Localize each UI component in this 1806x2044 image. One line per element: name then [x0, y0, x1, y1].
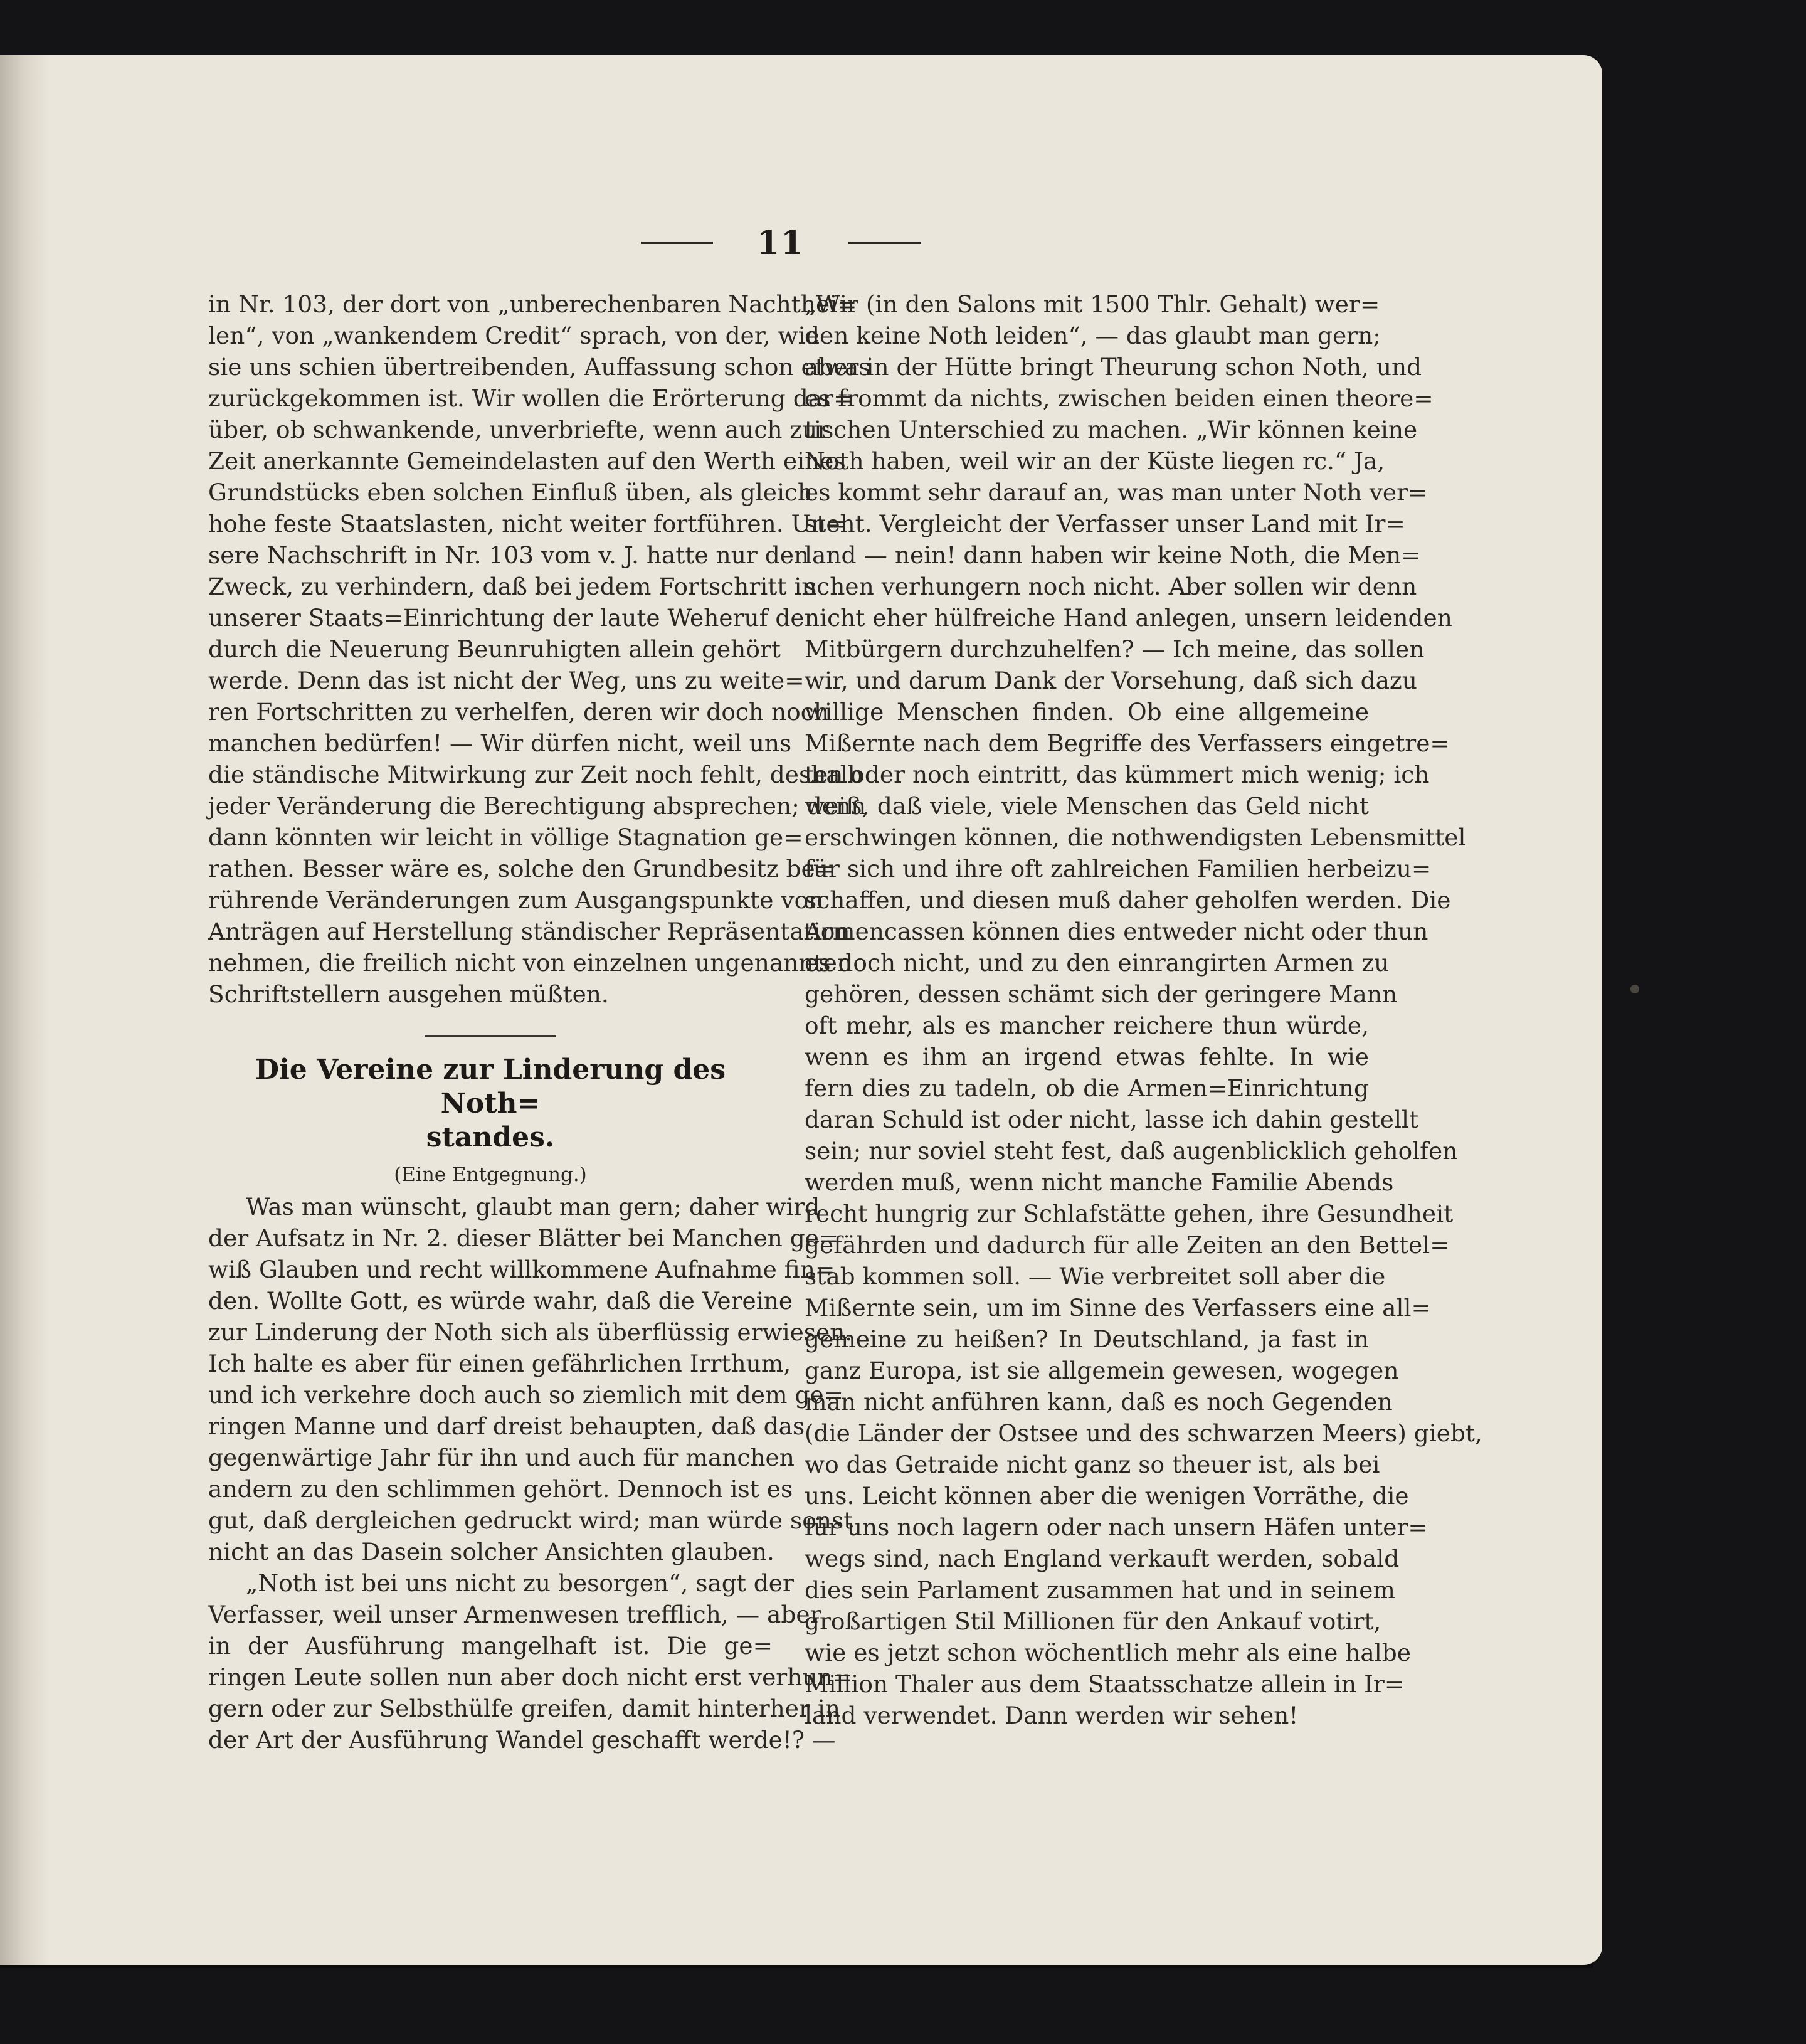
text-line: durch die Neuerung Beunruhigten allein gehört — [208, 635, 781, 663]
text-line: nehmen, die freilich nicht von einzelnen ungenannten — [208, 949, 852, 977]
page-gutter — [0, 55, 50, 1965]
text-line: len“, von „wankendem Credit“ sprach, von der, wie — [208, 322, 820, 349]
text-line: ganz Europa, ist sie allgemein gewesen, wogegen — [805, 1357, 1399, 1384]
text-line: es frommt da nichts, zwischen beiden einen theore= — [805, 384, 1434, 412]
text-line: werde. Denn das ist nicht der Weg, uns zu weite= — [208, 667, 805, 694]
text-line: nicht eher hülfreiche Hand anlegen, unsern leidenden — [805, 604, 1452, 632]
text-line: manchen bedürfen! — Wir dürfen nicht, weil uns — [208, 729, 792, 757]
text-line: sere Nachschrift in Nr. 103 vom v. J. hatte nur den — [208, 541, 810, 569]
article-subtitle: (Eine Entgegnung.) — [394, 1163, 587, 1186]
text-line: Ich halte es aber für einen gefährlichen Irrthum, — [208, 1350, 791, 1377]
text-line: willige Menschen finden. Ob eine allgemeine — [805, 698, 1369, 726]
text-line: Noth haben, weil wir an der Küste liegen rc.“ Ja, — [805, 447, 1385, 475]
text-line: land verwendet. Dann werden wir sehen! — [805, 1702, 1299, 1729]
text-line: „Noth ist bei uns nicht zu besorgen“, sagt der — [246, 1569, 794, 1597]
left-paragraph-2 — [208, 1191, 853, 1567]
article-separator — [425, 1035, 556, 1037]
text-line: Mißernte sein, um im Sinne des Verfassers eine all= — [805, 1294, 1431, 1321]
text-line: oft mehr, als es mancher reichere thun würde, — [805, 1012, 1369, 1039]
header-rule-left — [641, 242, 713, 244]
left-paragraph-3 — [208, 1567, 853, 1755]
header-rule-right — [848, 242, 921, 244]
text-line: man nicht anführen kann, daß es noch Gegenden — [805, 1388, 1393, 1416]
text-line: wie es jetzt schon wöchentlich mehr als eine halbe — [805, 1639, 1411, 1666]
paper-stain — [1630, 985, 1639, 993]
text-line: recht hungrig zur Schlafstätte gehen, ihre Gesundheit — [805, 1200, 1454, 1227]
text-line: dies sein Parlament zusammen hat und in seinem — [805, 1576, 1395, 1604]
text-line: den. Wollte Gott, es würde wahr, daß die Vereine — [208, 1287, 793, 1315]
article-title-line-2: standes. — [426, 1121, 555, 1153]
right-paragraph — [805, 289, 1482, 1731]
text-line: nicht an das Dasein solcher Ansichten glauben. — [208, 1538, 774, 1565]
text-line: Armencassen können dies entweder nicht oder thun — [805, 918, 1428, 945]
text-line: wiß Glauben und recht willkommene Aufnahme fin= — [208, 1256, 835, 1283]
text-line: gemeine zu heißen? In Deutschland, ja fast in — [805, 1325, 1369, 1353]
text-line: sein; nur soviel steht fest, daß augenblicklich geholfen — [805, 1137, 1458, 1165]
text-line: in Nr. 103, der dort von „unberechenbaren Nachthei= — [208, 290, 857, 318]
text-line: großartigen Stil Millionen für den Ankauf votirt, — [805, 1607, 1381, 1635]
text-line: (die Länder der Ostsee und des schwarzen Meers) giebt, — [805, 1419, 1482, 1447]
text-line: der Aufsatz in Nr. 2. dieser Blätter bei Manchen ge= — [208, 1224, 839, 1252]
text-line: gefährden und dadurch für alle Zeiten an den Bettel= — [805, 1231, 1450, 1259]
text-line: tischen Unterschied zu machen. „Wir können keine — [805, 416, 1418, 443]
text-line: ren Fortschritten zu verhelfen, deren wir doch noch — [208, 698, 829, 726]
text-line: aber in der Hütte bringt Theurung schon Noth, und — [805, 353, 1422, 381]
text-line: erschwingen können, die nothwendigsten Lebensmittel — [805, 823, 1466, 851]
text-line: die ständische Mitwirkung zur Zeit noch fehlt, deshalb — [208, 761, 863, 788]
text-line: ten oder noch eintritt, das kümmert mich wenig; ich — [805, 761, 1430, 788]
text-line: ringen Manne und darf dreist behaupten, daß das — [208, 1412, 805, 1440]
text-line: ringen Leute sollen nun aber doch nicht erst verhun= — [208, 1663, 853, 1691]
page-header — [633, 221, 928, 265]
page-number: 11 — [756, 223, 805, 262]
text-line: zurückgekommen ist. Wir wollen die Erörterung dar= — [208, 384, 853, 412]
text-line: Mitbürgern durchzuhelfen? — Ich meine, das sollen — [805, 635, 1425, 663]
text-line: hohe feste Staatslasten, nicht weiter fortführen. Un= — [208, 510, 846, 537]
text-line: Zweck, zu verhindern, daß bei jedem Fortschritt in — [208, 573, 817, 600]
text-line: jeder Veränderung die Berechtigung absprechen; denn — [208, 792, 867, 820]
text-line: schen verhungern noch nicht. Aber sollen wir denn — [805, 573, 1417, 600]
left-column — [208, 289, 871, 1755]
text-line: uns. Leicht können aber die wenigen Vorräthe, die — [805, 1482, 1409, 1510]
text-line: stab kommen soll. — Wie verbreitet soll aber die — [805, 1263, 1386, 1290]
text-line: andern zu den schlimmen gehört. Dennoch ist es — [208, 1475, 793, 1503]
text-line: es doch nicht, und zu den einrangirten Armen zu — [805, 949, 1390, 977]
text-line: Anträgen auf Herstellung ständischer Repräsentation — [208, 918, 850, 945]
text-line: Schriftstellern ausgehen müßten. — [208, 980, 609, 1008]
right-column — [805, 289, 1482, 1731]
text-line: gern oder zur Selbsthülfe greifen, damit hinterher in — [208, 1695, 840, 1722]
text-line: schaffen, und diesen muß daher geholfen werden. Die — [805, 886, 1451, 914]
text-line: gehören, dessen schämt sich der geringere Mann — [805, 980, 1398, 1008]
text-line: wegs sind, nach England verkauft werden, sobald — [805, 1545, 1400, 1572]
text-line: fern dies zu tadeln, ob die Armen=Einrichtung — [805, 1074, 1369, 1102]
text-line: rathen. Besser wäre es, solche den Grundbesitz be= — [208, 855, 835, 882]
text-line: daran Schuld ist oder nicht, lasse ich dahin gestellt — [805, 1106, 1419, 1133]
text-line: Was man wünscht, glaubt man gern; daher wird — [246, 1193, 820, 1221]
text-line: sie uns schien übertreibenden, Auffassung schon etwas — [208, 353, 871, 381]
text-line: in der Ausführung mangelhaft ist. Die ge= — [208, 1632, 773, 1660]
text-line: den keine Noth leiden“, — das glaubt man gern; — [805, 322, 1381, 349]
text-line: Verfasser, weil unser Armenwesen trefflich, — aber — [208, 1601, 821, 1628]
text-line: für sich und ihre oft zahlreichen Familien herbeizu= — [805, 855, 1432, 882]
text-line: Grundstücks eben solchen Einfluß üben, als gleich — [208, 479, 813, 506]
text-line: Zeit anerkannte Gemeindelasten auf den Werth eines — [208, 447, 846, 475]
text-line: über, ob schwankende, unverbriefte, wenn auch zur — [208, 416, 829, 443]
text-line: werden muß, wenn nicht manche Familie Abends — [805, 1168, 1394, 1196]
text-line: unserer Staats=Einrichtung der laute Weheruf der — [208, 604, 816, 632]
text-line: es kommt sehr darauf an, was man unter Noth ver= — [805, 479, 1428, 506]
text-line: gegenwärtige Jahr für ihn und auch für manchen — [208, 1444, 795, 1471]
text-line: Mißernte nach dem Begriffe des Verfassers eingetre= — [805, 729, 1450, 757]
text-line: für uns noch lagern oder nach unsern Häfen unter= — [805, 1513, 1428, 1541]
left-paragraph-1 — [208, 289, 871, 1010]
text-line: gut, daß dergleichen gedruckt wird; man würde sonst — [208, 1507, 853, 1534]
text-line: wir, und darum Dank der Vorsehung, daß sich dazu — [805, 667, 1417, 694]
text-line: der Art der Ausführung Wandel geschafft werde!? — — [208, 1726, 836, 1754]
text-line: steht. Vergleicht der Verfasser unser Land mit Ir= — [805, 510, 1405, 537]
text-line: wo das Getraide nicht ganz so theuer ist, als bei — [805, 1451, 1380, 1478]
text-line: Million Thaler aus dem Staatsschatze allein in Ir= — [805, 1670, 1405, 1698]
text-line: „Wir (in den Salons mit 1500 Thlr. Gehalt) wer= — [805, 290, 1380, 318]
article-title-line-1: Die Vereine zur Linderung des Noth= — [255, 1054, 726, 1120]
text-line: und ich verkehre doch auch so ziemlich mit dem ge= — [208, 1381, 844, 1409]
text-line: wenn es ihm an irgend etwas fehlte. In wie — [805, 1043, 1369, 1071]
text-line: land — nein! dann haben wir keine Noth, die Men= — [805, 541, 1421, 569]
text-line: rührende Veränderungen zum Ausgangspunkte von — [208, 886, 824, 914]
text-line: dann könnten wir leicht in völlige Stagnation ge= — [208, 823, 803, 851]
text-line: weiß, daß viele, viele Menschen das Geld nicht — [805, 792, 1369, 820]
text-line: zur Linderung der Noth sich als überflüssig erwiesen. — [208, 1318, 853, 1346]
